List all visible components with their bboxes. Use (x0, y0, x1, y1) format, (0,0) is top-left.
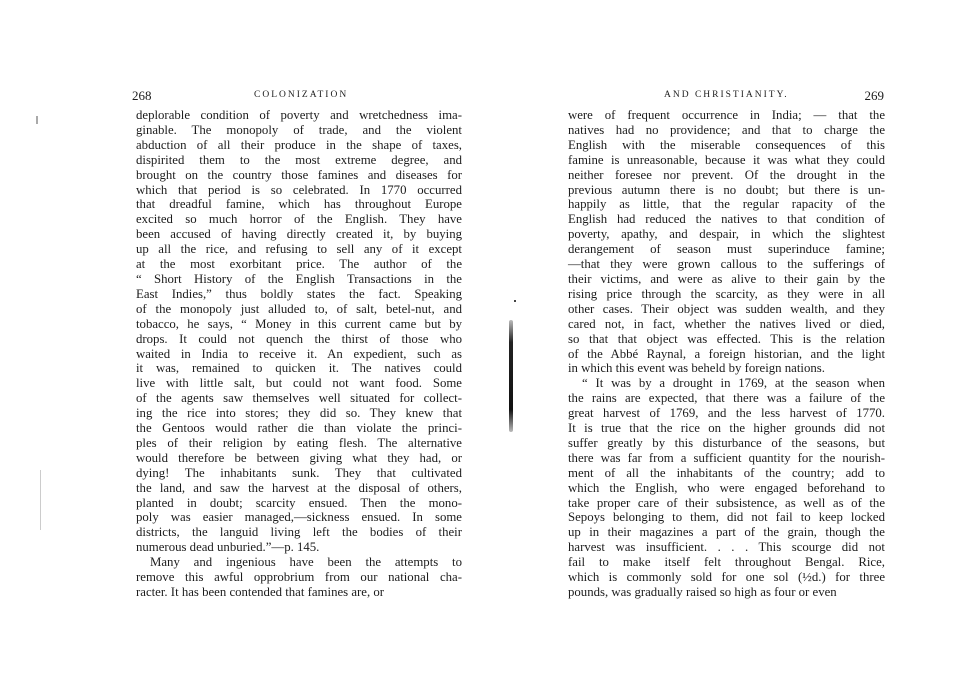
text-line: ment of all the inhabitants of the country; add to (568, 465, 885, 480)
page-number: 268 (132, 88, 152, 103)
text-line: brought on the country those famines and diseases for (136, 167, 462, 182)
text-line: the rains are expected, that there was a failure of the (568, 391, 885, 406)
text-line: “ It was by a drought in 1769, at the season when (582, 376, 885, 391)
text-line: It is true that the rice on the higher grounds did not (568, 421, 885, 436)
left-page-text (136, 108, 462, 600)
text-line: take proper care of their subsistence, as well as of the (568, 495, 885, 510)
text-line: natives had no providence; and that to charge the (568, 122, 885, 137)
text-line: —that they were grown callous to the sufferings of (568, 257, 885, 272)
text-line: harvest was insufficient. . . . This scourge did not (568, 540, 885, 555)
text-line: suffer greatly by this disturbance of the seasons, but (568, 435, 885, 450)
text-line: other cases. Their object was sudden wealth, and they (568, 301, 885, 316)
text-line: would therefore be between giving what they had, or (136, 450, 462, 465)
page-number: 269 (864, 88, 884, 103)
text-line: up all the rice, and refusing to sell any of it except (136, 242, 462, 257)
text-line: it was, remained to quicken it. The natives could (136, 361, 462, 376)
text-line: the land, and saw the harvest at the disposal of others, (136, 480, 462, 495)
text-line: poly was easier managed,—sickness ensued. In some (136, 510, 462, 525)
right-page (490, 0, 980, 700)
text-line: cared not, in fact, whether the natives lived or died, (568, 316, 885, 331)
text-line: Sepoys belonging to them, did not fail to keep locked (568, 510, 885, 525)
text-line: pounds, was gradually raised so high as four or even (568, 585, 837, 599)
text-line: happily as little, that the regular rapacity of the (568, 197, 885, 212)
text-line: remove this awful opprobrium from our national cha- (136, 570, 462, 585)
right-running-head (568, 88, 884, 104)
text-line: drops. It could not quench the thirst of those who (136, 331, 462, 346)
text-line: deplorable condition of poverty and wretchedness ima- (136, 108, 462, 122)
scan-speck (40, 470, 41, 530)
text-line: been accused of having directly created it, by buying (136, 227, 462, 242)
text-line: were of frequent occurrence in India; — that the (568, 108, 885, 122)
text-line: that dreadful famine, which has throughout Europe (136, 197, 462, 212)
text-line: which is commonly sold for one sol (½d.) for three (568, 570, 885, 585)
text-line: ing the rice into stores; they did so. They knew that (136, 406, 462, 421)
text-line: the Gentoos would rather die than violate the princi- (136, 421, 462, 436)
text-line: derangement of season must superinduce famine; (568, 242, 885, 257)
text-line: “ Short History of the English Transactions in the (136, 271, 462, 286)
text-line: excited so much horror of the English. They have (136, 212, 462, 227)
text-line: East Indies,” thus boldly states the fact. Speaking (136, 286, 462, 301)
text-line: so that that object was effected. This is the relation (568, 331, 885, 346)
text-line: waited in India to receive it. An expedient, such as (136, 346, 462, 361)
running-title: COLONIZATION (254, 90, 349, 100)
text-line: of the Abbé Raynal, a foreign historian, and the light (568, 346, 885, 361)
text-line: abduction of all their produce in the shape of taxes, (136, 137, 462, 152)
right-page-text (568, 108, 885, 600)
running-title: AND CHRISTIANITY. (664, 90, 789, 100)
text-line: of the agents saw themselves well situated for collect- (136, 391, 462, 406)
text-line: famine is unreasonable, because it was what they could (568, 152, 885, 167)
text-line: neither foresee nor prevent. Of the drought in the (568, 167, 885, 182)
text-line: which the English, who were engaged beforehand to (568, 480, 885, 495)
text-line: in which this event was beheld by foreign nations. (568, 361, 825, 376)
text-line: which that period is so celebrated. In 1770 occurred (136, 182, 462, 197)
scan-speck (36, 116, 38, 124)
text-line: ples of their religion by eating flesh. The alternative (136, 435, 462, 450)
text-line: numerous dead unburied.”—p. 145. (136, 540, 320, 555)
text-line: there was far from a sufficient quantity for the nourish- (568, 450, 885, 465)
text-line: dying! The inhabitants sunk. They that cultivated (136, 465, 462, 480)
text-line: Many and ingenious have been the attempts to (150, 555, 462, 570)
text-line: racter. It has been contended that famines are, or (136, 585, 385, 599)
text-line: live with little salt, but could not want food. Some (136, 376, 462, 391)
text-line: English had reduced the natives to that condition of (568, 212, 885, 227)
text-line: tobacco, he says, “ Money in this current came but by (136, 316, 462, 331)
text-line: fail to make itself felt throughout Bengal. Rice, (568, 555, 885, 570)
left-running-head (132, 88, 462, 104)
book-gutter-shadow (509, 320, 513, 432)
text-line: dispirited them to the most extreme degree, and (136, 152, 462, 167)
text-line: rising price through the scarcity, as they were in all (568, 286, 885, 301)
text-line: ginable. The monopoly of trade, and the violent (136, 122, 462, 137)
text-line: their victims, and were as alive to their gain by the (568, 271, 885, 286)
text-line: English with the miserable consequences of this (568, 137, 885, 152)
text-line: great harvest of 1769, and the less harvest of 1770. (568, 406, 885, 421)
text-line: of the monopoly just alluded to, of salt, betel-nut, and (136, 301, 462, 316)
gutter-speck (514, 300, 516, 302)
text-line: at the most exorbitant price. The author of the (136, 257, 462, 272)
text-line: poverty, apathy, and despair, in which the slightest (568, 227, 885, 242)
text-line: previous autumn there is no doubt; but there is un- (568, 182, 885, 197)
text-line: districts, the languid living left the bodies of their (136, 525, 462, 540)
text-line: planted in doubt; scarcity ensued. Then the mono- (136, 495, 462, 510)
text-line: up in their magazines a part of the grain, though the (568, 525, 885, 540)
